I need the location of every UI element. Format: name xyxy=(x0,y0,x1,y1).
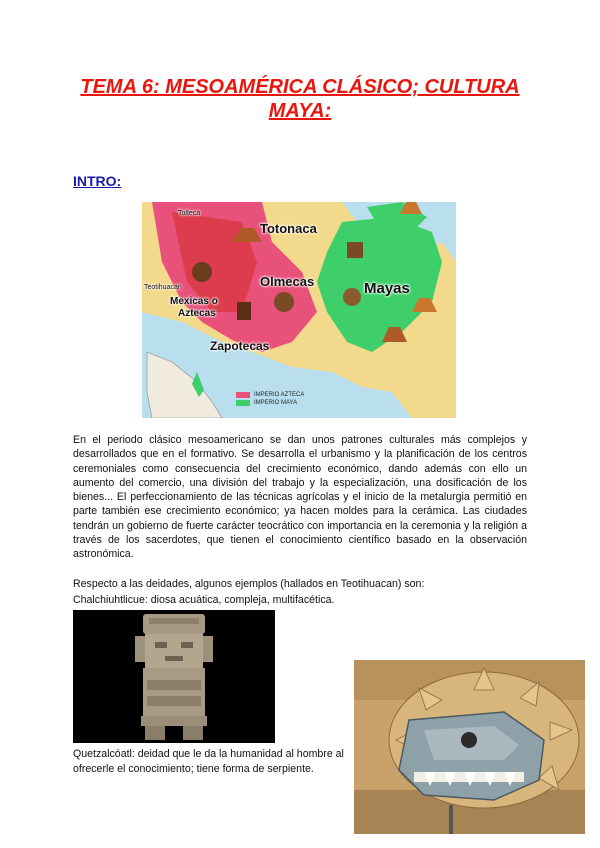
chalchiuhtlicue-caption: Chalchiuhtlicue: diosa acuática, compleja, multifacética. xyxy=(73,594,335,606)
legend-label-maya: IMPERIO MAYA xyxy=(254,400,298,406)
legend-swatch-azteca xyxy=(236,392,250,398)
intro-paragraph: En el periodo clásico mesoamericano se dan unos patrones culturales más complejos y desarrollados que en el formativo. Se desarrolla el urbanismo y la planificación de los centros ceremoniales como consecuencia del crecimiento económico, dando además con ello un aumento del comercio, una división del trabajo y la especialización, una dosificación de los bienes... El perfeccionamiento de las técnicas agrícolas y el inicio de la metalurgia permitió en parte también ese crecimiento económico; ya hacen moldes para la cerámica. Las ciudades tendrán un gobierno de fuerte carácter teocrático con importancia en la ceremonia y la religión a través de los sacerdotes, que tienen el conocimiento científico basado en la observación astronómica. xyxy=(73,434,527,561)
quetzalcoatl-sculpture-image xyxy=(354,660,585,834)
statue-graphic xyxy=(73,610,275,743)
label-zapotecas: Zapotecas xyxy=(210,339,270,353)
legend-swatch-maya xyxy=(236,400,250,406)
label-olmecas: Olmecas xyxy=(260,274,315,289)
legend-item-azteca xyxy=(236,392,326,398)
label-totonaca: Totonaca xyxy=(260,221,317,236)
legend-label-azteca: IMPERIO AZTECA xyxy=(254,392,305,398)
deities-intro: Respecto a las deidades, algunos ejemplos (hallados en Teotihuacan) son: xyxy=(73,578,425,590)
mesoamerica-map xyxy=(142,202,456,418)
chalchiuhtlicue-statue-image xyxy=(73,610,275,743)
legend-item-maya xyxy=(236,400,326,406)
label-aztecas: Aztecas xyxy=(178,308,216,319)
label-mayas: Mayas xyxy=(364,280,410,297)
title-line-2: MAYA: xyxy=(268,100,332,122)
map-legend xyxy=(236,392,326,408)
label-teotihuacan: Teotihuacan xyxy=(144,284,182,291)
intro-heading: INTRO: xyxy=(73,173,122,189)
serpent-graphic xyxy=(354,660,585,834)
label-tolteca: Tolteca xyxy=(178,210,201,217)
quetzalcoatl-caption: Quetzalcóatl: deidad que le da la humanidad al hombre al ofrecerle el conocimiento; tiene forma de serpiente. xyxy=(73,748,344,775)
document-title xyxy=(40,75,560,123)
label-mexicas: Mexicas o xyxy=(170,296,218,307)
title-line-1: TEMA 6: MESOAMÉRICA CLÁSICO; CULTURA xyxy=(80,76,520,98)
